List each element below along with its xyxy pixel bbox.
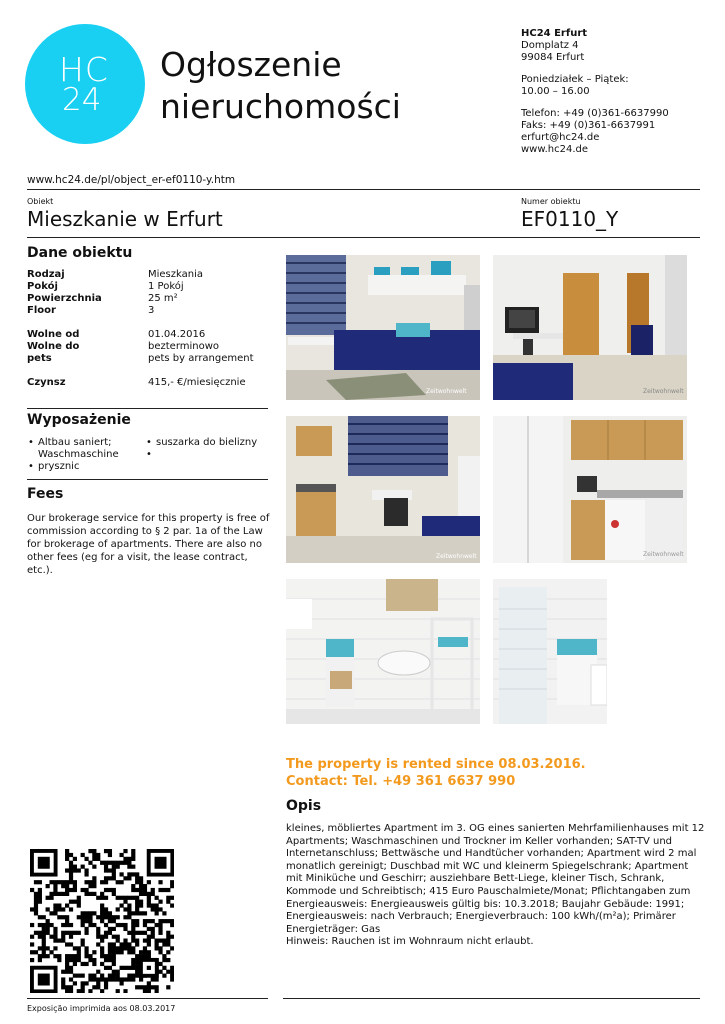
description-text: kleines, möbliertes Apartment im 3. OG eines sanierten Mehrfamilienhauses mit 12 Apartments; Waschmaschinen und Trockner im Keller vorhanden; SAT-TV und Internetanschluss; Bettwäsche und Handtücher vorhanden; Apartment wird 2 mal monatlich gereinigt; Duschbad mit WC und kleinerm Spiegelschrank; Apartment mit Miniküche und Geschirr; ausziehbare Bett-Liege, kleiner Tisch, Schrank, Kommode und Schreibtisch; 415 Euro Pauschalmiete/Monat; Pflichtangaben zum Energieausweis: Energieausweis gültig bis: 10.3.2018; Baujahr Gebäude: 1991; Energieausweis: nach Verbrauch; Energieverbrauch: 100 kWh/(m²a); Primärer Energieträger: Gas Hinweis: Rauchen ist im Wohnraum nicht erlaubt. (286, 823, 705, 948)
equipment-item: • Altbau saniert; Waschmaschine (27, 437, 145, 461)
object-number: EF0110_Y (521, 207, 619, 231)
logo-text-top: HC (59, 50, 109, 89)
company-city: 99084 Erfurt (521, 52, 585, 63)
detail-row: Rodzaj Mieszkania (27, 269, 204, 280)
photo-bedroom-window[interactable] (286, 255, 480, 400)
detail-row-rent: Czynsz 415,- €/miesięcznie (27, 377, 246, 388)
office-hours-time: 10.00 – 16.00 (521, 86, 590, 97)
print-date-footer: Exposição imprimida aos 08.03.2017 (27, 1004, 176, 1013)
rental-notice: The property is rented since 08.03.2016. Contact: Tel. +49 361 6637 990 (286, 757, 586, 789)
hc24-logo (25, 24, 145, 144)
object-number-label: Numer obiektu (521, 197, 581, 206)
divider (27, 479, 268, 480)
company-email[interactable]: erfurt@hc24.de (521, 132, 600, 143)
photo-bathroom-sink[interactable] (286, 579, 480, 724)
detail-row: Powierzchnia 25 m² (27, 293, 178, 304)
divider (27, 189, 700, 190)
divider (283, 998, 700, 999)
qr-code[interactable] (30, 849, 174, 997)
photo-kitchen-dining[interactable] (286, 416, 480, 563)
equipment-list (27, 437, 263, 473)
equipment-item: • suszarka do bielizny (145, 437, 263, 449)
page-title: Ogłoszenie nieruchomości (160, 45, 401, 126)
detail-row: Wolne do bezterminowo (27, 341, 220, 352)
details-table (27, 269, 288, 389)
equipment-item: • prysznic (27, 461, 145, 473)
divider (27, 408, 268, 409)
photo-bathroom-shower[interactable] (493, 579, 607, 724)
company-phone: Telefon: +49 (0)361-6637990 (521, 108, 669, 119)
company-name: HC24 Erfurt (521, 28, 588, 39)
object-url[interactable]: www.hc24.de/pl/object_er-ef0110-y.htm (27, 174, 236, 186)
svg-text:Zeitwohnwelt: Zeitwohnwelt (643, 551, 684, 558)
photo-kitchenette[interactable] (493, 416, 687, 563)
equipment-heading: Wyposażenie (27, 412, 131, 428)
object-title: Mieszkanie w Erfurt (27, 207, 223, 231)
logo-text-bottom: 24 (62, 82, 102, 118)
divider (27, 237, 700, 238)
object-label: Obiekt (27, 197, 54, 206)
company-fax: Faks: +49 (0)361-6637991 (521, 120, 656, 131)
fees-heading: Fees (27, 486, 64, 502)
svg-text:Zeitwohnwelt: Zeitwohnwelt (436, 553, 477, 560)
svg-text:Zeitwohnwelt: Zeitwohnwelt (643, 388, 684, 395)
office-hours-days: Poniedziałek – Piątek: (521, 74, 629, 85)
detail-row: Pokój 1 Pokój (27, 281, 184, 292)
company-website[interactable]: www.hc24.de (521, 144, 589, 155)
photo-bedroom-door[interactable] (493, 255, 687, 400)
company-contact (521, 28, 669, 156)
details-heading: Dane obiektu (27, 245, 133, 261)
description-heading: Opis (286, 798, 322, 814)
svg-text:Zeitwohnwelt: Zeitwohnwelt (426, 388, 467, 395)
detail-row: Floor 3 (27, 305, 155, 316)
detail-row: Wolne od 01.04.2016 (27, 329, 206, 340)
fees-text: Our brokerage service for this property is free of commission according to § 2 par. 1a of the Law for brokerage of apartments. There are also no other fees (eg for a visit, the lease contract, etc.). (27, 513, 270, 576)
divider (27, 998, 268, 999)
detail-row: pets pets by arrangement (27, 353, 254, 364)
company-street: Domplatz 4 (521, 40, 579, 51)
